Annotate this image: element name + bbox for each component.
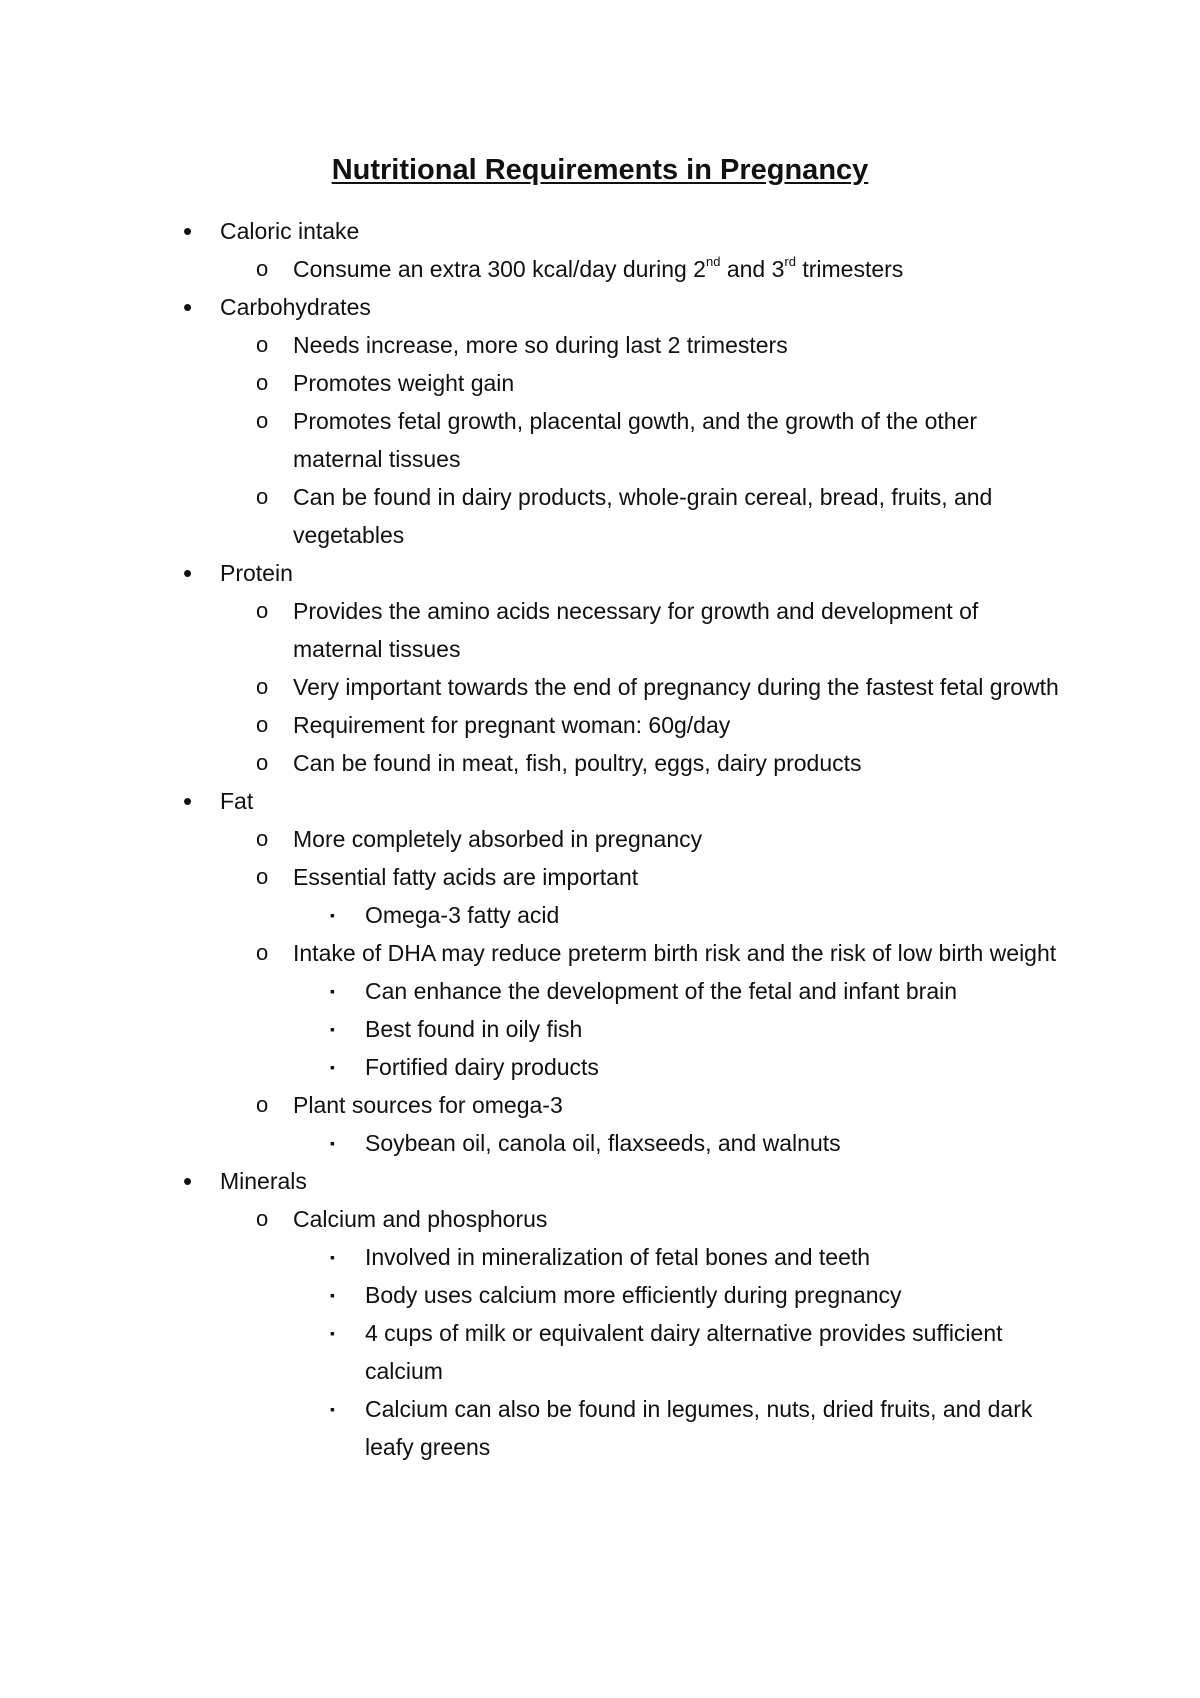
list-item-text: More completely absorbed in pregnancy xyxy=(293,826,703,852)
bullet-dot: • xyxy=(183,786,193,816)
bullet-circle: o xyxy=(256,712,269,737)
bullet-square: ▪ xyxy=(330,1325,335,1341)
bullet-square: ▪ xyxy=(330,907,335,923)
list-subitem-text: Calcium can also be found in legumes, nuts, dried fruits, and dark leafy greens xyxy=(365,1396,1033,1460)
list-item xyxy=(0,478,1060,554)
list-item-carbohydrates xyxy=(0,288,1060,326)
list-item xyxy=(0,668,1060,706)
list-item-text: Promotes weight gain xyxy=(293,370,515,396)
list-subitem xyxy=(0,1390,1060,1466)
list-item-minerals xyxy=(0,1162,1060,1200)
document-title: Nutritional Requirements in Pregnancy xyxy=(331,154,869,186)
list-subitem-text: Body uses calcium more efficiently during pregnancy xyxy=(365,1282,902,1308)
list-subitem-text: Soybean oil, canola oil, flaxseeds, and walnuts xyxy=(365,1130,841,1156)
list-subitem-text: Omega-3 fatty acid xyxy=(365,902,560,928)
bullet-dot: • xyxy=(183,558,193,588)
bullet-circle: o xyxy=(256,598,269,623)
bullet-circle: o xyxy=(256,940,269,965)
bullet-circle: o xyxy=(256,370,269,395)
bullet-circle: o xyxy=(256,408,269,433)
bullet-dot: • xyxy=(183,292,193,322)
list-subitem xyxy=(0,972,1060,1010)
section-label: Carbohydrates xyxy=(220,294,371,320)
list-item-text: Consume an extra 300 kcal/day during 2nd and 3rd trimesters xyxy=(293,254,904,282)
section-label: Protein xyxy=(220,560,293,586)
list-subitem-text: Involved in mineralization of fetal bones and teeth xyxy=(365,1244,871,1270)
list-subitem xyxy=(0,1010,1060,1048)
list-subitem-text: 4 cups of milk or equivalent dairy alternative provides sufficient calcium xyxy=(365,1320,1003,1384)
bullet-square: ▪ xyxy=(330,1059,335,1075)
bullet-dot: • xyxy=(183,1166,193,1196)
list-subitem xyxy=(0,1314,1060,1390)
list-item xyxy=(0,364,1060,402)
bullet-square: ▪ xyxy=(330,1135,335,1151)
bullet-square: ▪ xyxy=(330,983,335,999)
bullet-square: ▪ xyxy=(330,1287,335,1303)
list-item-text: Plant sources for omega-3 xyxy=(293,1092,563,1118)
list-subitem xyxy=(0,1048,1060,1086)
list-item-protein xyxy=(0,554,1060,592)
list-item xyxy=(0,1200,1060,1238)
list-item-text: Promotes fetal growth, placental gowth, and the growth of the other maternal tissues xyxy=(293,408,978,472)
bullet-circle: o xyxy=(256,674,269,699)
list-subitem xyxy=(0,896,1060,934)
list-subitem-text: Best found in oily fish xyxy=(365,1016,583,1042)
bullet-circle: o xyxy=(256,864,269,889)
bullet-square: ▪ xyxy=(330,1401,335,1417)
section-label: Caloric intake xyxy=(220,218,360,244)
list-item-text: Calcium and phosphorus xyxy=(293,1206,548,1232)
list-item xyxy=(0,592,1060,668)
list-item xyxy=(0,326,1060,364)
list-item-text: Essential fatty acids are important xyxy=(293,864,639,890)
list-item-text: Needs increase, more so during last 2 trimesters xyxy=(293,332,788,358)
list-item xyxy=(0,706,1060,744)
bullet-circle: o xyxy=(256,750,269,775)
list-item xyxy=(0,858,1060,896)
bullet-circle: o xyxy=(256,484,269,509)
bullet-circle: o xyxy=(256,332,269,357)
list-item-fat xyxy=(0,782,1060,820)
list-item xyxy=(0,744,1060,782)
bullet-square: ▪ xyxy=(330,1249,335,1265)
list-item-text: Very important towards the end of pregnancy during the fastest fetal growth xyxy=(293,674,1059,700)
list-subitem-text: Can enhance the development of the fetal and infant brain xyxy=(365,978,958,1004)
bullet-dot: • xyxy=(183,216,193,246)
outline-list xyxy=(0,212,1200,1466)
section-label: Minerals xyxy=(220,1168,307,1194)
bullet-square: ▪ xyxy=(330,1021,335,1037)
list-item-text: Requirement for pregnant woman: 60g/day xyxy=(293,712,731,738)
list-item xyxy=(0,820,1060,858)
list-item xyxy=(0,934,1060,972)
list-item-caloric-intake xyxy=(0,212,1060,250)
bullet-circle: o xyxy=(256,826,269,851)
bullet-circle: o xyxy=(256,1206,269,1231)
list-item-text: Can be found in dairy products, whole-grain cereal, bread, fruits, and vegetables xyxy=(293,484,993,548)
list-item xyxy=(0,402,1060,478)
list-subitem-text: Fortified dairy products xyxy=(365,1054,599,1080)
list-item xyxy=(0,250,1060,288)
section-label: Fat xyxy=(220,788,254,814)
bullet-circle: o xyxy=(256,1092,269,1117)
list-item-text: Intake of DHA may reduce preterm birth risk and the risk of low birth weight xyxy=(293,940,1057,966)
list-subitem xyxy=(0,1124,1060,1162)
list-subitem xyxy=(0,1276,1060,1314)
list-subitem xyxy=(0,1238,1060,1276)
list-item-text: Can be found in meat, fish, poultry, eggs, dairy products xyxy=(293,750,862,776)
list-item xyxy=(0,1086,1060,1124)
bullet-circle: o xyxy=(256,256,269,281)
list-item-text: Provides the amino acids necessary for growth and development of maternal tissues xyxy=(293,598,979,662)
